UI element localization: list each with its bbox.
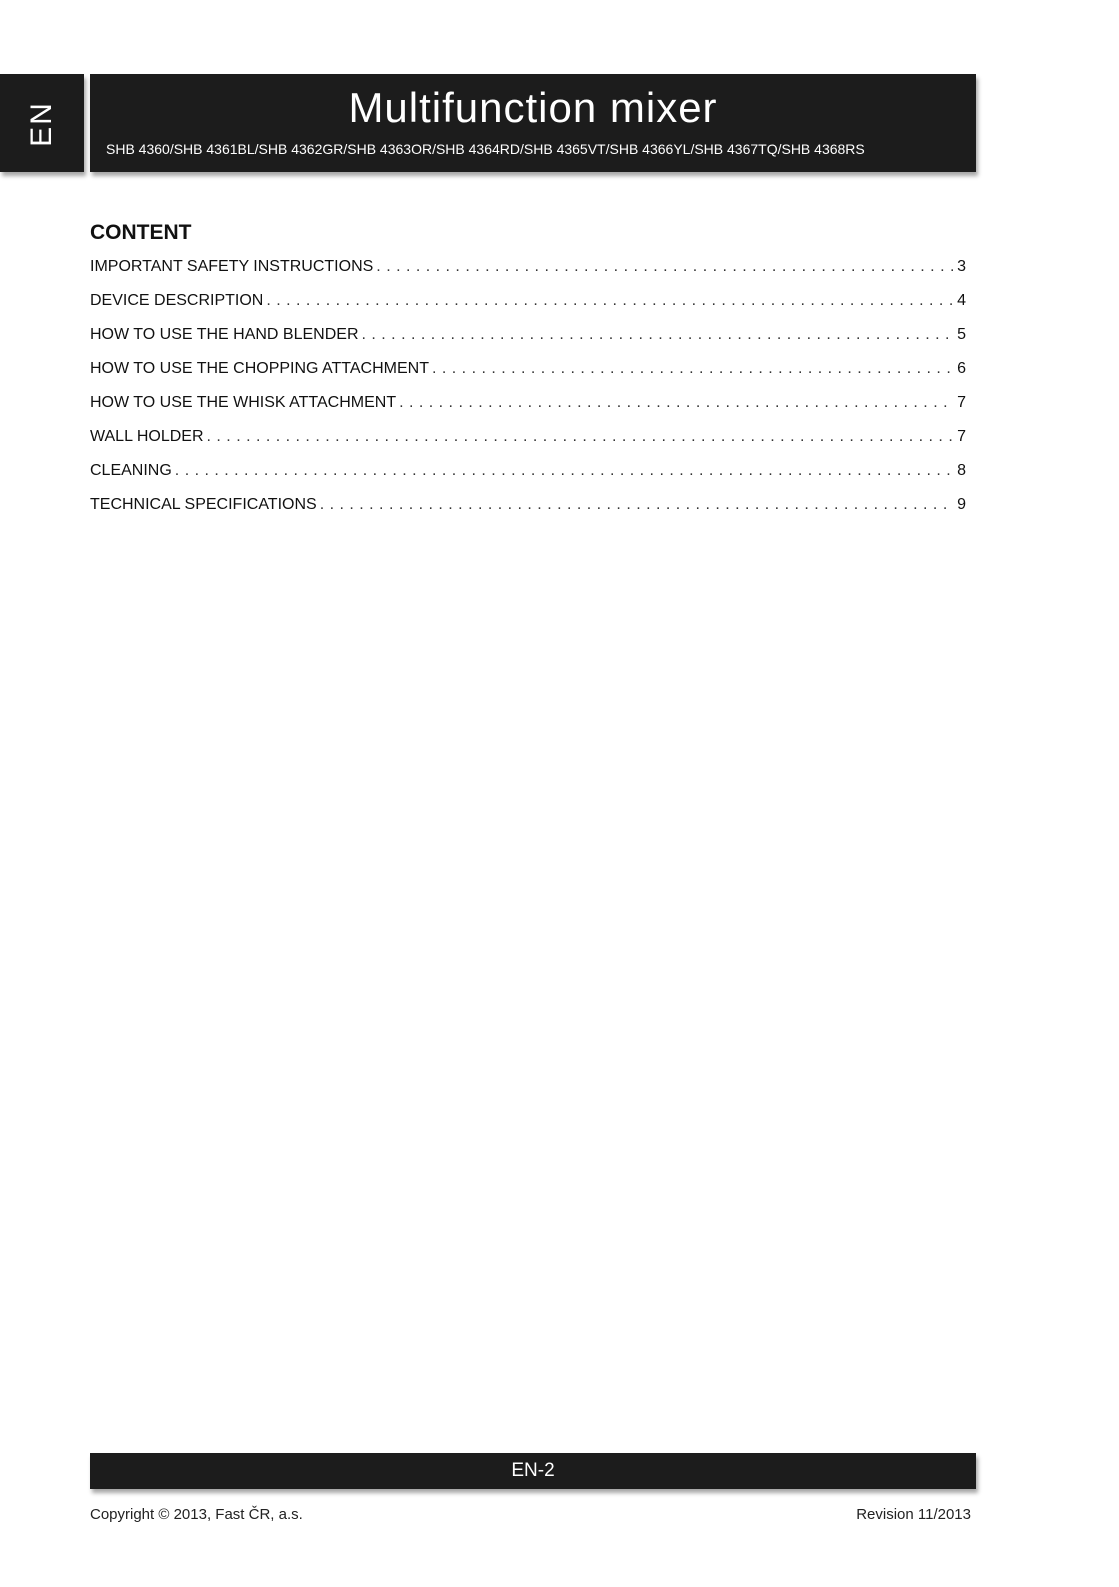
toc-item-page: 8 (957, 462, 966, 479)
model-numbers: SHB 4360/SHB 4361BL/SHB 4362GR/SHB 4363OR/SHB 4364RD/SHB 4365VT/SHB 4366YL/SHB 4367TQ/SHB 4368RS (106, 141, 865, 157)
toc-item-label: HOW TO USE THE WHISK ATTACHMENT (90, 394, 397, 411)
toc-item-page: 3 (957, 258, 966, 275)
toc-leader-dots (175, 462, 954, 480)
toc-item-label: HOW TO USE THE CHOPPING ATTACHMENT (90, 360, 429, 377)
toc-leader-dots (266, 292, 954, 310)
toc-item-label: CLEANING (90, 462, 172, 479)
language-tab-label: EN (25, 101, 58, 147)
page-title: Multifunction mixer (348, 84, 718, 131)
header-bar (90, 74, 976, 172)
page-number: EN-2 (511, 1460, 555, 1481)
copyright-text: Copyright © 2013, Fast ČR, a.s. (90, 1506, 303, 1523)
toc-item[interactable] (90, 496, 966, 530)
toc-item-label: TECHNICAL SPECIFICATIONS (90, 496, 317, 513)
toc-item-label: IMPORTANT SAFETY INSTRUCTIONS (90, 258, 374, 275)
table-of-contents (90, 258, 966, 530)
toc-item-page: 5 (957, 326, 966, 343)
footer-page-bar (90, 1453, 976, 1489)
toc-leader-dots (362, 326, 955, 344)
toc-item-label: WALL HOLDER (90, 428, 204, 445)
toc-leader-dots (376, 258, 954, 276)
toc-item[interactable] (90, 258, 966, 292)
toc-item-page: 9 (957, 496, 966, 513)
toc-item[interactable] (90, 428, 966, 462)
toc-item[interactable] (90, 462, 966, 496)
toc-item[interactable] (90, 292, 966, 326)
toc-item-label: DEVICE DESCRIPTION (90, 292, 264, 309)
toc-item[interactable] (90, 326, 966, 360)
toc-leader-dots (399, 394, 954, 412)
toc-item-page: 4 (957, 292, 966, 309)
content-heading: CONTENT (90, 221, 192, 244)
toc-item-label: HOW TO USE THE HAND BLENDER (90, 326, 359, 343)
toc-leader-dots (432, 360, 954, 378)
toc-leader-dots (320, 496, 954, 514)
toc-leader-dots (207, 428, 955, 446)
toc-item-page: 7 (957, 428, 966, 445)
toc-item-page: 7 (957, 394, 966, 411)
toc-item[interactable] (90, 394, 966, 428)
toc-item-page: 6 (957, 360, 966, 377)
revision-text: Revision 11/2013 (856, 1506, 971, 1523)
language-tab (0, 74, 84, 172)
toc-item[interactable] (90, 360, 966, 394)
